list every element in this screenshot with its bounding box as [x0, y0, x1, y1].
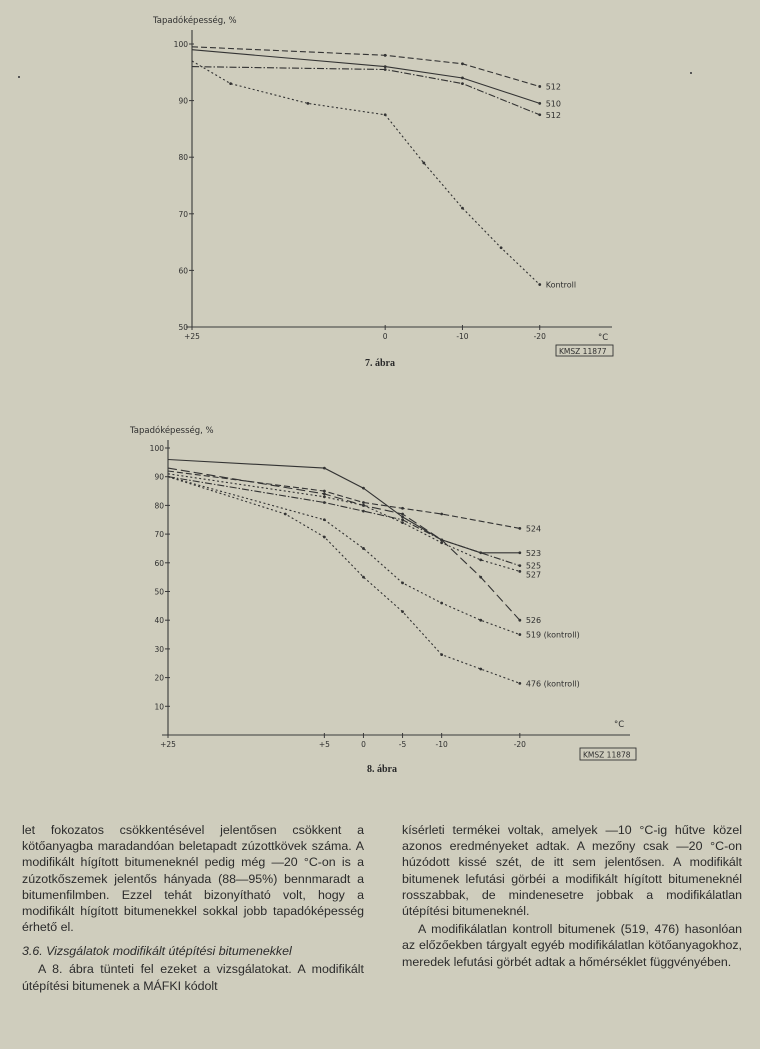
f1-series-line — [192, 50, 540, 104]
f2-data-point — [323, 536, 326, 539]
figure-7-caption: 7. ábra — [365, 358, 395, 369]
f1-x-tick-label: 0 — [382, 332, 388, 341]
f2-x-tick-label: -5 — [398, 740, 407, 749]
f2-series-label: 524 — [525, 524, 542, 534]
f1-data-point — [461, 82, 464, 85]
f1-x-tick-label: +25 — [184, 332, 200, 341]
f2-data-point — [440, 513, 443, 516]
f2-y-tick-label: 40 — [154, 616, 164, 626]
f2-series-line — [168, 477, 520, 684]
f2-series-line — [168, 460, 520, 553]
f2-y-tick-label: 10 — [154, 702, 164, 712]
f2-x-tick-label: +5 — [318, 740, 330, 749]
fig8-axes — [162, 440, 630, 735]
f1-y-tick-label: 80 — [178, 153, 188, 163]
f1-data-point — [538, 102, 541, 105]
f2-data-point — [401, 515, 404, 518]
f1-series-label: 512 — [545, 82, 562, 92]
f1-series-label: 510 — [545, 99, 562, 109]
f2-series-label: 519 (kontroll) — [525, 630, 580, 640]
f1-data-point — [461, 77, 464, 80]
f2-data-point — [518, 570, 521, 573]
f1-y-tick-label: 90 — [178, 96, 188, 106]
f2-data-point — [440, 541, 443, 544]
scan-speck — [690, 72, 692, 74]
f2-x-tick-label: 0 — [361, 740, 366, 749]
f2-x-tick-label: -20 — [513, 740, 526, 749]
f2-data-point — [323, 467, 326, 470]
f2-y-tick-label: 70 — [154, 530, 164, 540]
f1-data-point — [538, 283, 541, 286]
f2-y-tick-label: 30 — [154, 644, 164, 654]
f1-x-tick-label: -10 — [456, 332, 469, 341]
f2-series-label: 525 — [525, 561, 542, 571]
fig7-stamp: KMSZ 11877 — [559, 347, 607, 356]
f2-data-point — [401, 518, 404, 521]
f1-series-label: 512 — [545, 110, 562, 120]
f1-data-point — [500, 246, 503, 249]
f1-data-point — [461, 62, 464, 65]
f1-series-line — [192, 47, 540, 87]
f2-data-point — [479, 668, 482, 671]
f2-data-point — [401, 513, 404, 516]
f2-y-tick-label: 50 — [154, 587, 164, 597]
fig7-y-axis-label: Tapadóképesség, % — [153, 16, 237, 26]
f2-data-point — [362, 487, 365, 490]
f2-series-line — [168, 477, 520, 635]
fig8-y-axis-label: Tapadóképesség, % — [130, 426, 214, 436]
f2-data-point — [323, 501, 326, 504]
f2-y-tick-label: 100 — [149, 444, 164, 453]
f2-y-tick-label: 20 — [154, 673, 164, 683]
f2-data-point — [362, 501, 365, 504]
f2-data-point — [518, 527, 521, 530]
f1-series-line — [192, 67, 540, 115]
f2-y-tick-label: 60 — [154, 558, 164, 568]
figure-7-chart — [0, 0, 760, 380]
fig8-x-axis-unit: °C — [614, 720, 625, 730]
f2-data-point — [479, 619, 482, 622]
f2-data-point — [401, 581, 404, 584]
f1-data-point — [461, 207, 464, 210]
f2-data-point — [518, 682, 521, 685]
f2-data-point — [440, 653, 443, 656]
f2-data-point — [440, 538, 443, 541]
f1-series-label: Kontroll — [545, 280, 577, 290]
f1-y-tick-label: 60 — [178, 266, 188, 276]
f2-data-point — [440, 602, 443, 605]
f1-data-point — [538, 113, 541, 116]
f2-data-point — [362, 547, 365, 550]
f1-data-point — [307, 102, 310, 105]
figure-8-chart — [0, 400, 760, 780]
f1-data-point — [422, 161, 425, 164]
f2-series-label: 527 — [525, 570, 542, 580]
f2-data-point — [362, 576, 365, 579]
f2-data-point — [479, 559, 482, 562]
left-paragraph-2: A 8. ábra tünteti fel ezeket a vizsgálatokat. A modifikált útépítési bitumenek a MÁFKI kódolt — [22, 962, 364, 993]
f1-series-line — [192, 61, 540, 285]
f2-data-point — [323, 493, 326, 496]
fig7-x-axis-unit: °C — [598, 333, 609, 343]
f2-data-point — [401, 507, 404, 510]
f1-data-point — [384, 68, 387, 71]
f2-data-point — [518, 633, 521, 636]
f2-data-point — [284, 513, 287, 516]
f2-data-point — [362, 510, 365, 513]
f2-data-point — [401, 610, 404, 613]
f2-data-point — [479, 576, 482, 579]
right-paragraph-1: kísérleti termékei voltak, amelyek —10 °C-ig hűtve közel azonos eredményeket adtak. A mezőny csak —20 °C-on húzódott kissé szét, de itt sem jelentősen. A modifikált bitumenek lefutási görbéi a modifikált hígított bitumeneknél rosszabbak, de mindenesetre jobbak a modifikálatlan útépítési bitumeneknél. — [402, 823, 742, 919]
f2-series-line — [168, 471, 520, 528]
f2-data-point — [401, 521, 404, 524]
f2-data-point — [518, 551, 521, 554]
f2-data-point — [518, 564, 521, 567]
f1-data-point — [229, 82, 232, 85]
f2-y-tick-label: 80 — [154, 501, 164, 511]
f2-y-tick-label: 90 — [154, 472, 164, 482]
figure-8-caption: 8. ábra — [367, 764, 397, 775]
f1-y-tick-label: 70 — [178, 209, 188, 219]
f1-y-tick-label: 100 — [173, 40, 188, 49]
left-paragraph-1: let fokozatos csökkentésével jelentősen csökkent a kötőanyagba maradandóan beletapadt zúzottkövek száma. A modifikált hígított bitumeneknél pedig még —20 °C-on is a zúzotkőszemek jelentős hányada (88—95%) bennmaradt a bitumenfilmben. Ezzel tehát bizonyítható volt, hogy a modifikált hígított bitumenekkel sokkal jobb tapadóképesség érhető el. — [22, 823, 364, 935]
f2-x-tick-label: -10 — [435, 740, 448, 749]
left-text-column — [22, 822, 364, 994]
fig8-stamp: KMSZ 11878 — [583, 750, 631, 760]
scan-speck — [18, 76, 20, 78]
f1-data-point — [538, 85, 541, 88]
f1-y-tick-label: 50 — [178, 323, 188, 332]
f2-x-tick-label: +25 — [160, 740, 176, 749]
f2-data-point — [518, 619, 521, 622]
f2-data-point — [323, 518, 326, 521]
f2-series-label: 523 — [525, 548, 542, 558]
f1-data-point — [384, 65, 387, 68]
f2-series-line — [168, 477, 520, 566]
f2-data-point — [323, 490, 326, 493]
section-heading-3-6: 3.6. Vizsgálatok modifikált útépítési bitumenekkel — [22, 944, 292, 959]
f2-series-label: 526 — [525, 616, 542, 626]
f2-data-point — [323, 495, 326, 498]
f2-data-point — [362, 504, 365, 507]
f2-series-label: 476 (kontroll) — [525, 679, 580, 689]
right-paragraph-2: A modifikálatlan kontroll bitumenek (519, 476) hasonlóan az előzőekben tárgyalt egyéb modifikálatlan kötőanyagokhoz, meredek lefutási görbét adtak a hőmérséklet függvényében. — [402, 922, 742, 969]
f1-data-point — [384, 54, 387, 57]
f1-x-tick-label: -20 — [533, 332, 546, 341]
f2-series-line — [168, 474, 520, 572]
f1-data-point — [384, 113, 387, 116]
right-text-column — [402, 822, 742, 970]
